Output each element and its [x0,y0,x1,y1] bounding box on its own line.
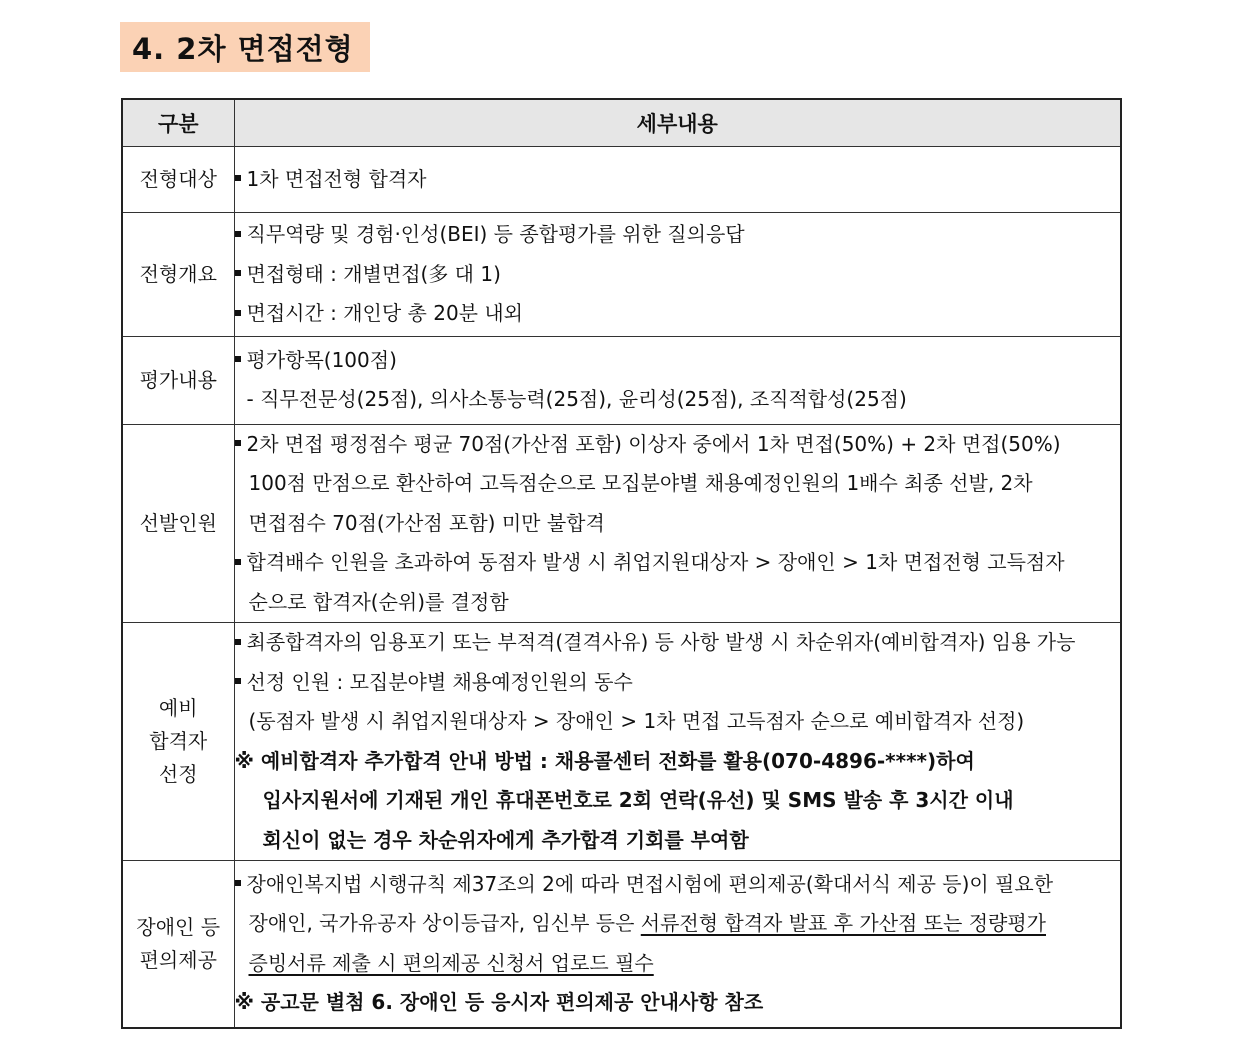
bullet-icon [235,270,241,276]
header-details: 세부내용 [234,99,1121,147]
row-content-overview: 직무역량 및 경험·인성(BEI) 등 종합평가를 위한 질의응답 면접형태 : 개별면접(多 대 1) 면접시간 : 개인당 총 20분 내외 [234,213,1121,337]
table-header-row [122,99,1121,147]
header-category: 구분 [122,99,234,147]
bullet-icon [235,175,241,181]
bullet-icon [235,356,241,362]
row-content-accommodation: 장애인복지법 시행규칙 제37조의 2에 따라 면접시험에 편의제공(확대서식 제공 등)이 필요한 장애인, 국가유공자 상이등급자, 임신부 등은 서류전형 합격자 발표 후 가산점 또는 정량평가 증빙서류 제출 시 편의제공 신청서 업로드 필수 ※ 공고문 별첨 6. 장애인 등 응시자 편의제공 안내사항 참조 [234,861,1121,1028]
bullet-icon [235,678,241,684]
row-content-target: 1차 면접전형 합격자 [234,147,1121,213]
bullet-icon [235,639,241,645]
bullet-icon [235,231,241,237]
bullet-icon [235,310,241,316]
table-row [122,623,1121,861]
row-content-selection: 2차 면접 평정점수 평균 70점(가산점 포함) 이상자 중에서 1차 면접(50%) + 2차 면접(50%) 100점 만점으로 환산하여 고득점순으로 모집분야별 채용예정인원의 1배수 최종 선발, 2차 면접점수 70점(가산점 포함) 미만 불합격 합격배수 인원을 초과하여 동점자 발생 시 취업지원대상자 > 장애인 > 1차 면접전형 고득점자 순으로 합격자(순위)를 결정함 [234,424,1121,623]
table-row [122,861,1121,1028]
table-row [122,424,1121,623]
row-label-evaluation: 평가내용 [122,336,234,424]
row-label-selection: 선발인원 [122,424,234,623]
table-row [122,147,1121,213]
row-content-reserve: 최종합격자의 임용포기 또는 부적격(결격사유) 등 사항 발생 시 차순위자(예비합격자) 임용 가능 선정 인원 : 모집분야별 채용예정인원의 동수 (동점자 발생 시 취업지원대상자 > 장애인 > 1차 면접 고득점자 순으로 예비합격자 선정) ※ 예비합격자 추가합격 안내 방법 : 채용콜센터 전화를 활용(070-4896-****)하여 입사지원서에 기재된 개인 휴대폰번호로 2회 연락(유선) 및 SMS 발송 후 3시간 이내 회신이 없는 경우 차순위자에게 추가합격 기회를 부여함 [234,623,1121,861]
bullet-icon [235,880,241,886]
bullet-icon [235,440,241,446]
section-title: 4. 2차 면접전형 [120,22,370,72]
row-content-evaluation: 평가항목(100점) - 직무전문성(25점), 의사소통능력(25점), 윤리성(25점), 조직적합성(25점) [234,336,1121,424]
interview-info-table [121,98,1122,1029]
row-label-target: 전형대상 [122,147,234,213]
bullet-icon [235,559,241,565]
row-label-reserve: 예비 합격자 선정 [122,623,234,861]
row-label-overview: 전형개요 [122,213,234,337]
row-label-accommodation: 장애인 등 편의제공 [122,861,234,1028]
table-row [122,213,1121,337]
table-row [122,336,1121,424]
